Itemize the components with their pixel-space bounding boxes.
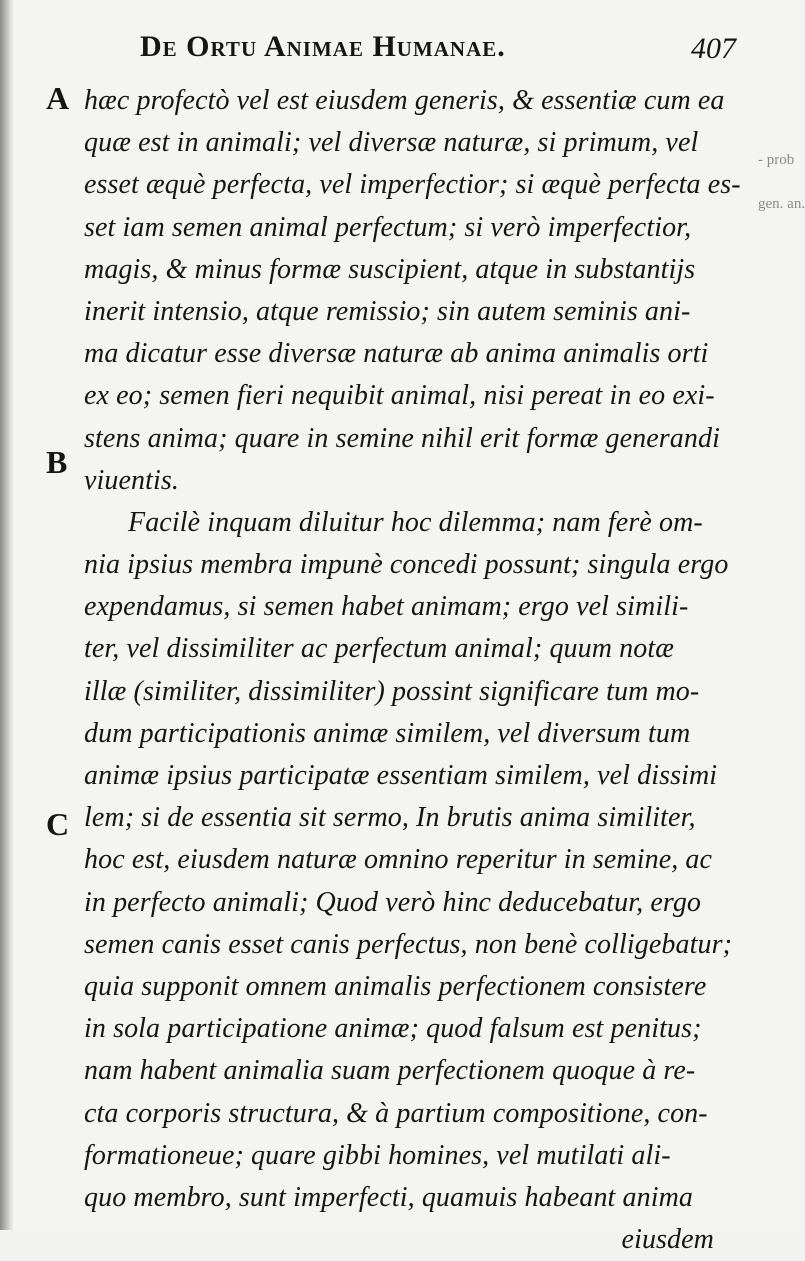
section-mark-b: B — [46, 444, 68, 480]
text-line: formationeue; quare gibbi homines, vel mutilati ali- — [84, 1139, 671, 1171]
section-mark-c: C — [46, 806, 70, 842]
text-line: animæ ipsius participatæ essentiam similem, vel dissimi — [84, 760, 718, 791]
text-line: ter, vel dissimiliter ac perfectum animal; quum notæ — [84, 633, 675, 665]
text-line: hoc est, eiusdem naturæ omnino reperitur in semine, ac — [84, 844, 713, 876]
text-line: ma dicatur esse diversæ naturæ ab anima animalis orti — [84, 338, 709, 370]
text-line: in sola participatione animæ; quod falsum est penitus; — [84, 1013, 702, 1045]
text-line: stens anima; quare in semine nihil erit formæ generandi — [84, 422, 720, 454]
text-line: esset æquè perfecta, vel imperfectior; si æquè perfecta es- — [84, 169, 741, 201]
text-line: illæ (similiter, dissimiliter) possint significare tum mo- — [84, 675, 700, 707]
text-line: quo membro, sunt imperfecti, quamuis habeant anima — [84, 1181, 694, 1213]
margin-note: - prob — [758, 152, 795, 168]
text-line: magis, & minus formæ suscipient, atque in substantijs — [84, 253, 696, 285]
text-line: expendamus, si semen habet animam; ergo vel simili- — [84, 591, 689, 623]
running-title: De Ortu Animae Humanae. — [140, 30, 506, 63]
page-header — [140, 28, 750, 72]
section-mark-a: A — [46, 80, 70, 116]
text-line: nam habent animalia suam perfectionem quoque à re- — [84, 1055, 696, 1087]
text-line: Facilè inquam diluitur hoc dilemma; nam ferè om- — [128, 506, 703, 538]
text-line: in perfecto animali; Quod verò hinc deducebatur, ergo — [84, 886, 702, 918]
text-line: lem; si de essentia sit sermo, In brutis anima similiter, — [84, 802, 696, 834]
text-line: semen canis esset canis perfectus, non benè colligebatur; — [84, 928, 732, 960]
text-line: viuentis. — [84, 464, 179, 496]
text-line: quæ est in animali; vel diversæ naturæ, si primum, vel — [84, 127, 699, 159]
text-line: set iam semen animal perfectum; si verò imperfectior, — [84, 211, 692, 243]
text-line: cta corporis structura, & à partium compositione, con- — [84, 1097, 708, 1129]
text-line: quia supponit omnem animalis perfectionem consistere — [84, 970, 707, 1002]
catchword: eiusdem — [621, 1224, 714, 1256]
text-line: nia ipsius membra impunè concedi possunt; singula ergo — [84, 549, 729, 581]
page-number: 407 — [691, 32, 736, 65]
text-line: hæc profectò vel est eiusdem generis, & essentiæ cum ea — [84, 85, 725, 116]
text-line: inerit intensio, atque remissio; sin autem seminis ani- — [84, 295, 691, 327]
page-gutter-shadow — [0, 0, 14, 1230]
margin-note: gen. an. — [758, 196, 805, 212]
body-text — [84, 80, 744, 1261]
text-line: dum participationis animæ similem, vel diversum tum — [84, 717, 691, 749]
text-line: ex eo; semen fieri nequibit animal, nisi pereat in eo exi- — [84, 380, 715, 412]
